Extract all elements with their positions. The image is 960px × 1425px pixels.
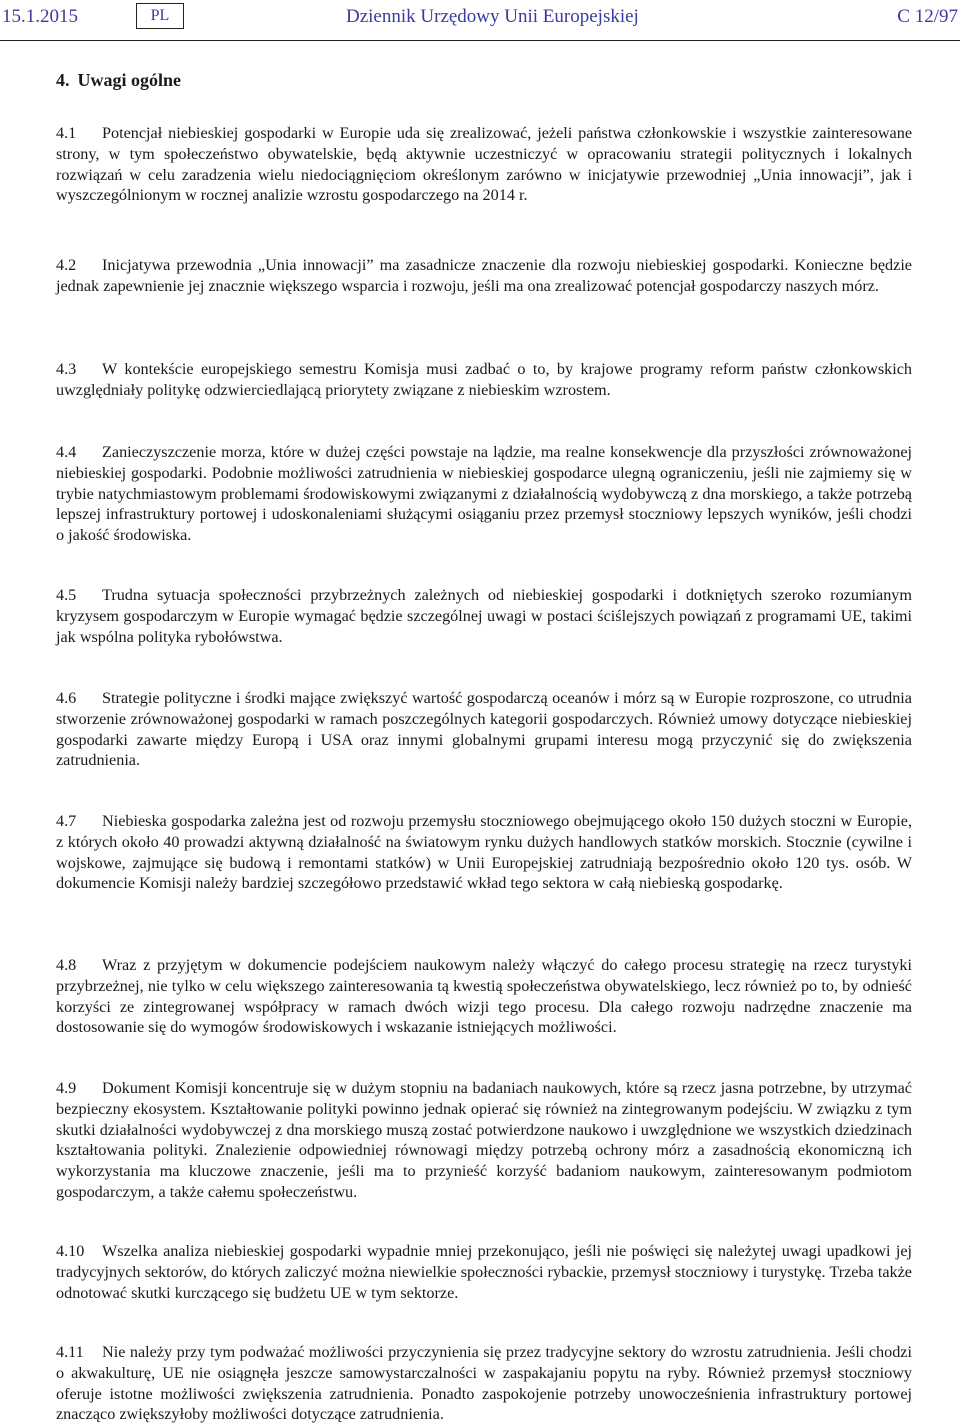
section-heading bbox=[56, 70, 181, 91]
paragraph-text: Niebieska gospodarka zależna jest od rozwoju przemysłu stoczniowego obejmującego około 150 dużych stoczni w Europie, z których około 40 prowadzi aktywną działalność na światowym rynku dużych handlowych statków morskich. Stocznie (cywilne i wojskowe, zajmujące się budową i remontami statków) w Unii Europejskiej zatrudniają bezpośrednio około 120 tys. osób. W dokumencie Komisji należy bardziej szczegółowo przedstawić wkład tego sektora w całą niebieską gospodarkę. bbox=[56, 812, 912, 893]
paragraph-4-11 bbox=[56, 1342, 912, 1425]
paragraph-4-9 bbox=[56, 1078, 912, 1203]
paragraph-number: 4.4 bbox=[56, 443, 77, 461]
paragraph-text: W kontekście europejskiego semestru Komisja musi zadbać o to, by krajowe programy reform państw członkowskich uwzględniały politykę odzwierciedlającą priorytety związane z niebieskim wzrostem. bbox=[56, 360, 912, 399]
paragraph-text: Nie należy przy tym podważać możliwości przyczynienia się przez tradycyjne sektory do wzrostu zatrudnienia. Jeśli chodzi o akwakulturę, UE nie osiągnęła jeszcze samowystarczalności w zaspakajaniu popytu na ryby. Również przemysł stoczniowy oferuje istotne możliwości zwiększenia zatrudnienia. Ponadto zaspokojenie potrzeby unowocześnienia infrastruktury portowej znacząco zwiększyłoby możliwości dotyczące zatrudnienia. bbox=[56, 1343, 912, 1424]
section-number: 4. bbox=[56, 70, 70, 90]
paragraph-number: 4.1 bbox=[56, 124, 77, 142]
page-reference: C 12/97 bbox=[897, 6, 958, 27]
paragraph-number: 4.2 bbox=[56, 256, 77, 274]
paragraph-text: Wszelka analiza niebieskiej gospodarki wypadnie mniej przekonująco, jeśli nie poświęci się należytej uwagi upadkowi jej tradycyjnych sektorów, do których zaliczyć można niewielkie społeczności rybackie, przemysł stoczniowy i turystykę. Trzeba także odnotować skutki kurczącego się budżetu UE w tym sektorze. bbox=[56, 1242, 912, 1302]
paragraph-text: Potencjał niebieskiej gospodarki w Europie uda się zrealizować, jeżeli państwa członkowskie i wszystkie zainteresowane strony, w tym społeczeństwo obywatelskie, będą aktywnie uczestniczyć w opracowaniu strategii politycznych i lokalnych rozwiązań w celu zaradzenia wielu niedociągnięciom określonym zarówno w inicjatywie przewodniej „Unia innowacji”, jak i wyszczególnionym w rocznej analizie wzrostu gospodarczego na 2014 r. bbox=[56, 124, 912, 205]
paragraph-number: 4.9 bbox=[56, 1079, 77, 1097]
paragraph-4-8 bbox=[56, 955, 912, 1038]
paragraph-4-3 bbox=[56, 359, 912, 401]
paragraph-number: 4.3 bbox=[56, 360, 77, 378]
journal-title: Dziennik Urzędowy Unii Europejskiej bbox=[346, 6, 639, 27]
language-badge: PL bbox=[136, 3, 184, 29]
paragraph-number: 4.6 bbox=[56, 689, 77, 707]
paragraph-text: Zanieczyszczenie morza, które w dużej części powstaje na lądzie, ma realne konsekwencje dla przyszłości zrównoważonej niebieskiej gospodarki. Podobnie możliwości zatrudnienia w niebieskiej gospodarce ulegną ograniczeniu, jeśli nie zajmiemy się w trybie natychmiastowym problemami środowiskowymi związanymi z działalnością wydobywczą z dna morskiego, a także potrzebą lepszej infrastruktury portowej i udoskonaleniami służącymi osiąganiu przez przemysł stoczniowy lepszych wyników, jeśli chodzi o jakość środowiska. bbox=[56, 443, 912, 545]
paragraph-number: 4.10 bbox=[56, 1242, 85, 1260]
paragraph-4-10 bbox=[56, 1241, 912, 1303]
paragraph-number: 4.5 bbox=[56, 586, 77, 604]
paragraph-number: 4.11 bbox=[56, 1343, 84, 1361]
paragraph-number: 4.8 bbox=[56, 956, 77, 974]
paragraph-4-6 bbox=[56, 688, 912, 771]
paragraph-text: Trudna sytuacja społeczności przybrzeżnych zależnych od niebieskiej gospodarki i dotkniętych szeroko rozumianym kryzysem gospodarczym w Europie wymagać będzie szczególnej uwagi w postaci ściślejszych powiązań z programami UE, takimi jak wspólna polityka rybołówstwa. bbox=[56, 586, 912, 646]
paragraph-text: Dokument Komisji koncentruje się w dużym stopniu na badaniach naukowych, które są rzecz jasna potrzebne, by utrzymać bezpieczny ekosystem. Kształtowanie polityki powinno jednak opierać się również na zintegrowanym podejściu. W związku z tym skutki działalności wydobywczej z dna morskiego muszą zostać potwierdzone naukowo i uwzględnione we wszystkich dziedzinach kształtowania polityki. Znalezienie odpowiedniej równowagi między potrzebą ochrony mórz a zasadnością ekonomiczną ich wykorzystania ma kluczowe znaczenie, jeśli ma to przynieść korzyść badaniom naukowym, zainteresowanym podmiotom gospodarczym, a także całemu społeczeństwu. bbox=[56, 1079, 912, 1201]
paragraph-4-5 bbox=[56, 585, 912, 647]
paragraph-text: Strategie polityczne i środki mające zwiększyć wartość gospodarczą oceanów i mórz są w Europie rozproszone, co utrudnia stworzenie zrównoważonej gospodarki w ramach poszczególnych kategorii gospodarczych. Również umowy dotyczące niebieskiej gospodarki zawarte między Europą i USA oraz innymi globalnymi grupami interesu mogą przyczynić się do zwiększenia zatrudnienia. bbox=[56, 689, 912, 770]
paragraph-4-2 bbox=[56, 255, 912, 297]
paragraph-number: 4.7 bbox=[56, 812, 77, 830]
paragraph-4-4 bbox=[56, 442, 912, 546]
paragraph-4-7 bbox=[56, 811, 912, 894]
page-header bbox=[0, 0, 960, 41]
publication-date: 15.1.2015 bbox=[2, 6, 78, 27]
paragraph-text: Inicjatywa przewodnia „Unia innowacji” ma zasadnicze znaczenie dla rozwoju niebieskiej gospodarki. Konieczne będzie jednak zapewnienie jej znacznie większego wsparcia i rozwoju, jeśli ma ona zrealizować potencjał gospodarczy naszych mórz. bbox=[56, 256, 912, 295]
paragraph-4-1 bbox=[56, 123, 912, 206]
paragraph-text: Wraz z przyjętym w dokumencie podejściem naukowym należy włączyć do całego procesu strategię na rzecz turystyki przybrzeżnej, nie tylko w celu większego zainteresowania tą kwestią społeczeństwa obywatelskiego, lecz również po to, by odnieść korzyści ze zintegrowanej współpracy w ramach dwóch wizji tego procesu. Dla całego rozwoju nadrzędne znaczenie ma dostosowanie się do wymogów środowiskowych i wskazanie istniejących możliwości. bbox=[56, 956, 912, 1037]
section-title: Uwagi ogólne bbox=[77, 70, 181, 90]
